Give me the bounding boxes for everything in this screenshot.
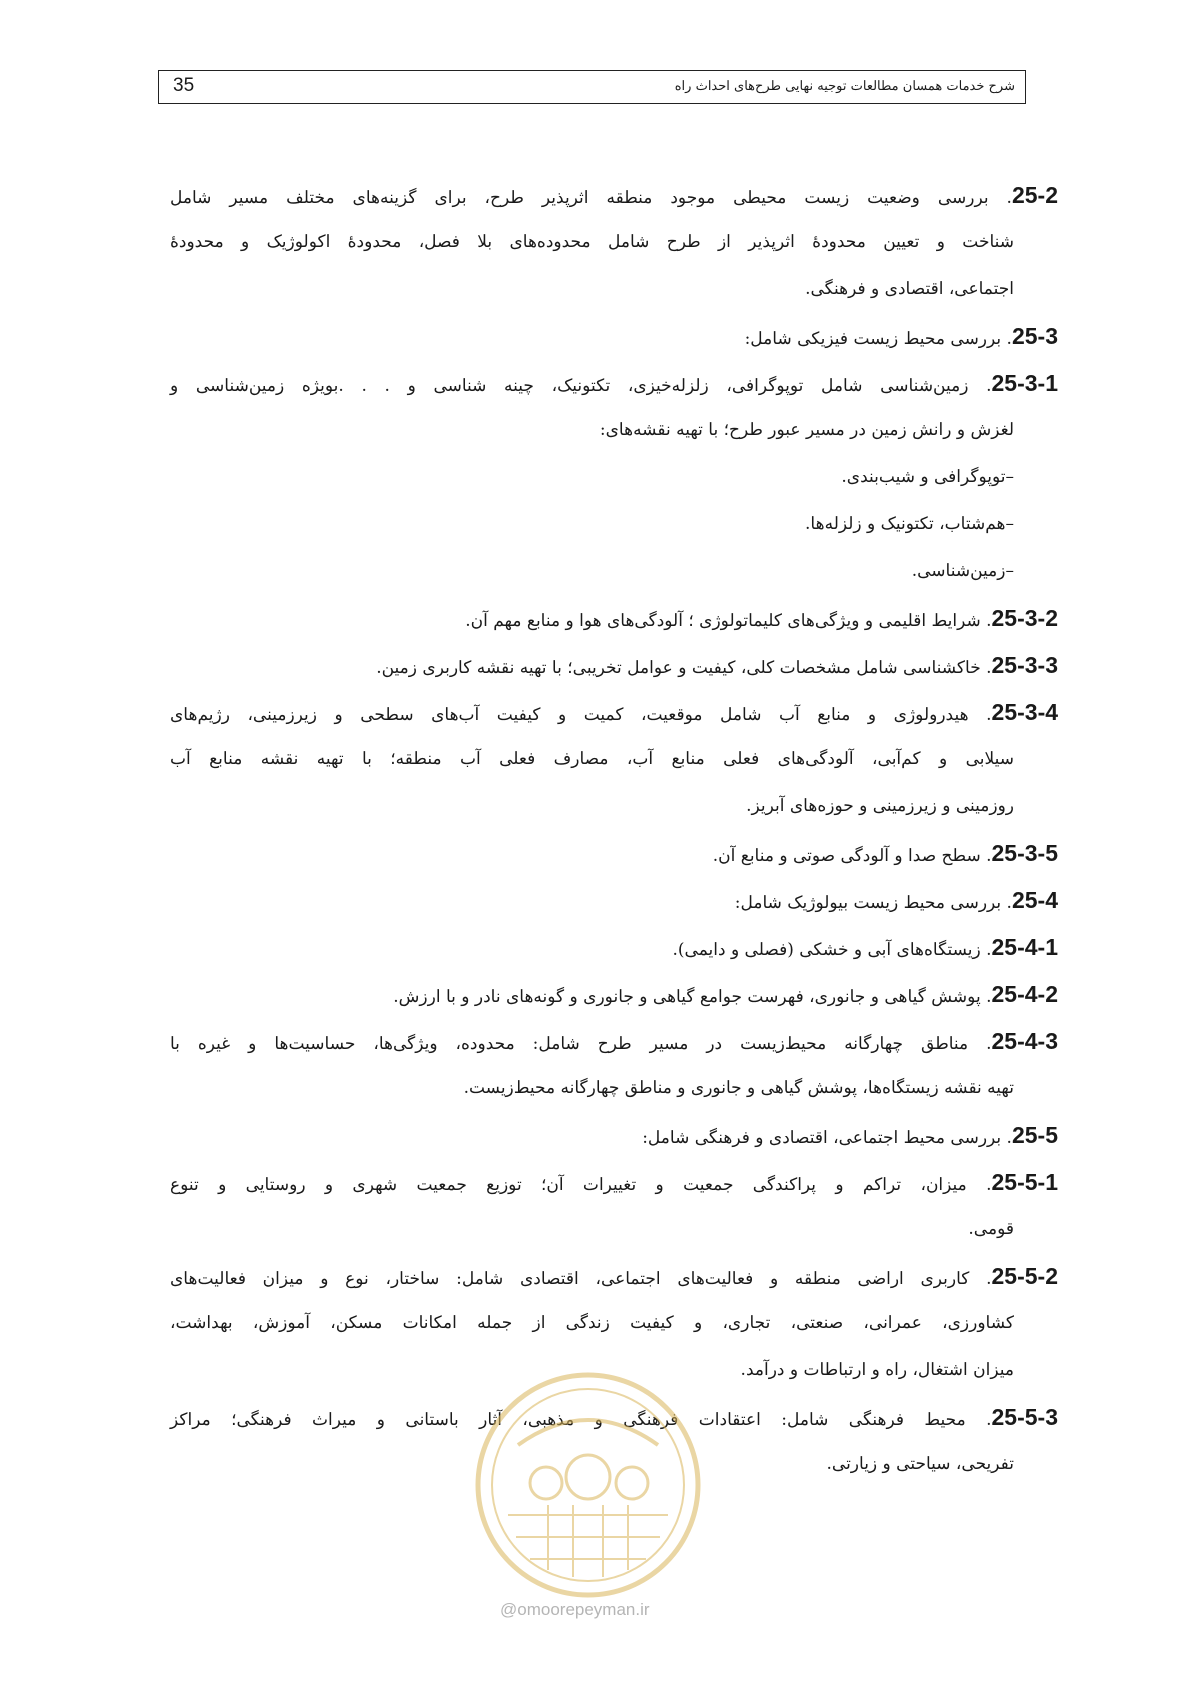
line-text: بررسی محیط زیست فیزیکی شامل: — [744, 329, 1002, 349]
section-first-line: 25-5-3. محیط فرهنگی شامل: اعتقادات فرهنگی و مذهبی، آثار باستانی و میراث فرهنگی؛ مراکز — [170, 1394, 1058, 1441]
section-continuation-line — [170, 219, 1058, 266]
section-first-line: 25-3-1. زمین‌شناسی شامل توپوگرافی، زلزله‌خیزی، تکتونیک، چینه شناسی و . . .بویژه زمین‌شناسی و — [170, 360, 1058, 407]
section-continuation-line — [170, 407, 1058, 454]
watermark-site: @omoorepeyman.ir — [500, 1600, 650, 1619]
running-title: شرح خدمات همسان مطالعات توجیه نهایی طرح‌های احداث راه — [674, 79, 1015, 94]
section-first-line: 25-4. بررسی محیط زیست بیولوژیک شامل: — [170, 877, 1058, 924]
line-text: سطح صدا و آلودگی صوتی و منابع آن. — [712, 846, 981, 866]
section-continuation-line — [170, 1206, 1058, 1253]
line-text: میزان اشتغال، راه و ارتباطات و درآمد. — [740, 1360, 1014, 1380]
line-text: روزمینی و زیرزمینی و حوزه‌های آبریز. — [746, 796, 1014, 816]
section-first-line: 25-3-5. سطح صدا و آلودگی صوتی و منابع آن. — [170, 830, 1058, 877]
line-text: بررسی محیط اجتماعی، اقتصادی و فرهنگی شامل: — [642, 1128, 1002, 1148]
line-text: شناخت و تعیین محدودهٔ اثرپذیر از طرح شامل محدوده‌های بلا فصل، محدودهٔ اکولوژیک و محدودهٔ — [170, 232, 1014, 252]
section-first-line: 25-4-3. مناطق چهارگانه محیط‌زیست در مسیر طرح شامل: محدوده، ویژگی‌ها، حساسیت‌ها و غیره با — [170, 1018, 1058, 1065]
line-text: خاکشناسی شامل مشخصات کلی، کیفیت و عوامل تخریبی؛ با تهیه نقشه کاربری زمین. — [376, 658, 981, 678]
line-text: محیط فرهنگی شامل: اعتقادات فرهنگی و مذهبی، آثار باستانی و میراث فرهنگی؛ مراکز — [170, 1410, 966, 1430]
section-number: 25-4-1 — [991, 934, 1058, 960]
section-number: 25-5-3 — [991, 1404, 1058, 1430]
section-continuation-line — [170, 1065, 1058, 1112]
section-first-line: 25-3-2. شرایط اقلیمی و ویژگی‌های کلیماتولوژی ؛ آلودگی‌های هوا و منابع مهم آن. — [170, 595, 1058, 642]
dash-list-item — [170, 501, 1058, 548]
section-number: 25-3-4 — [991, 699, 1059, 725]
line-text: –زمین‌شناسی. — [911, 561, 1014, 581]
line-text: اجتماعی، اقتصادی و فرهنگی. — [805, 279, 1014, 299]
line-text: پوشش گیاهی و جانوری، فهرست جوامع گیاهی و جانوری و گونه‌های نادر و با ارزش. — [393, 987, 981, 1007]
line-text: بررسی وضعیت زیست محیطی موجود منطقه اثرپذیر طرح، برای گزینه‌های مختلف مسیر شامل — [170, 188, 989, 208]
section-continuation-line — [170, 266, 1058, 313]
line-text: قومی. — [968, 1219, 1014, 1239]
section-number: 25-3 — [1011, 323, 1058, 349]
section-continuation-line — [170, 1300, 1058, 1347]
line-text: شرایط اقلیمی و ویژگی‌های کلیماتولوژی ؛ آلودگی‌های هوا و منابع مهم آن. — [465, 611, 981, 631]
section-number: 25-3-3 — [991, 652, 1058, 678]
section-continuation-line — [170, 783, 1058, 830]
section-first-line: 25-5. بررسی محیط اجتماعی، اقتصادی و فرهنگی شامل: — [170, 1112, 1058, 1159]
line-text: بررسی محیط زیست بیولوژیک شامل: — [734, 893, 1002, 913]
section-continuation-line — [170, 736, 1058, 783]
document-body — [170, 172, 1058, 1488]
section-first-line: 25-3-4. هیدرولوژی و منابع آب شامل موقعیت، کمیت و کیفیت آب‌های سطحی و زیرزمینی، رژیم‌های — [170, 689, 1058, 736]
section-number: 25-4-2 — [991, 981, 1058, 1007]
section-first-line: 25-3. بررسی محیط زیست فیزیکی شامل: — [170, 313, 1058, 360]
section-first-line: 25-5-1. میزان، تراکم و پراکندگی جمعیت و تغییرات آن؛ توزیع جمعیت شهری و روستایی و تنوع — [170, 1159, 1058, 1206]
page-number: 35 — [173, 75, 195, 96]
section-number: 25-3-1 — [991, 370, 1058, 396]
line-text: کشاورزی، عمرانی، صنعتی، تجاری، و کیفیت زندگی از جمله امکانات مسکن، آموزش، بهداشت، — [170, 1313, 1014, 1333]
section-first-line: 25-4-1. زیستگاه‌های آبی و خشکی (فصلی و دایمی). — [170, 924, 1058, 971]
section-first-line: 25-3-3. خاکشناسی شامل مشخصات کلی، کیفیت و عوامل تخریبی؛ با تهیه نقشه کاربری زمین. — [170, 642, 1058, 689]
line-text: لغزش و رانش زمین در مسیر عبور طرح؛ با تهیه نقشه‌های: — [599, 420, 1014, 440]
dash-list-item — [170, 548, 1058, 595]
line-text: هیدرولوژی و منابع آب شامل موقعیت، کمیت و کیفیت آب‌های سطحی و زیرزمینی، رژیم‌های — [170, 705, 969, 725]
section-first-line: 25-5-2. کاربری اراضی منطقه و فعالیت‌های اجتماعی، اقتصادی شامل: ساختار، نوع و میزان فعالیت‌های — [170, 1253, 1058, 1300]
section-number: 25-5-1 — [991, 1169, 1058, 1195]
line-text: –توپوگرافی و شیب‌بندی. — [841, 467, 1014, 487]
line-text: تهیه نقشه زیستگاه‌ها، پوشش گیاهی و جانوری و مناطق چهارگانه محیط‌زیست. — [463, 1078, 1014, 1098]
page-header — [158, 70, 1026, 104]
watermark-seal-icon — [468, 1365, 708, 1605]
line-text: –هم‌شتاب، تکتونیک و زلزله‌ها. — [805, 514, 1014, 534]
section-number: 25-5-2 — [991, 1263, 1058, 1289]
line-text: میزان، تراکم و پراکندگی جمعیت و تغییرات آن؛ توزیع جمعیت شهری و روستایی و تنوع — [170, 1175, 967, 1195]
section-first-line: 25-2. بررسی وضعیت زیست محیطی موجود منطقه اثرپذیر طرح، برای گزینه‌های مختلف مسیر شامل — [170, 172, 1058, 219]
section-number: 25-2 — [1011, 182, 1058, 208]
section-number: 25-4-3 — [991, 1028, 1058, 1054]
section-number: 25-4 — [1011, 887, 1058, 913]
dash-list-item — [170, 454, 1058, 501]
section-number: 25-5 — [1011, 1122, 1058, 1148]
section-number: 25-3-5 — [991, 840, 1058, 866]
section-first-line: 25-4-2. پوشش گیاهی و جانوری، فهرست جوامع گیاهی و جانوری و گونه‌های نادر و با ارزش. — [170, 971, 1058, 1018]
line-text: کاربری اراضی منطقه و فعالیت‌های اجتماعی، اقتصادی شامل: ساختار، نوع و میزان فعالیت‌های — [170, 1269, 970, 1289]
line-text: زیستگاه‌های آبی و خشکی (فصلی و دایمی). — [672, 940, 981, 960]
line-text: زمین‌شناسی شامل توپوگرافی، زلزله‌خیزی، تکتونیک، چینه شناسی و . . .بویژه زمین‌شناسی و — [170, 376, 969, 396]
section-number: 25-3-2 — [991, 605, 1058, 631]
line-text: سیلابی و کم‌آبی، آلودگی‌های فعلی منابع آب، مصارف فعلی آب منطقه؛ با تهیه نقشه منابع آب — [170, 749, 1014, 769]
line-text: مناطق چهارگانه محیط‌زیست در مسیر طرح شامل: محدوده، ویژگی‌ها، حساسیت‌ها و غیره با — [170, 1034, 969, 1054]
line-text: تفریحی، سیاحتی و زیارتی. — [826, 1454, 1014, 1474]
